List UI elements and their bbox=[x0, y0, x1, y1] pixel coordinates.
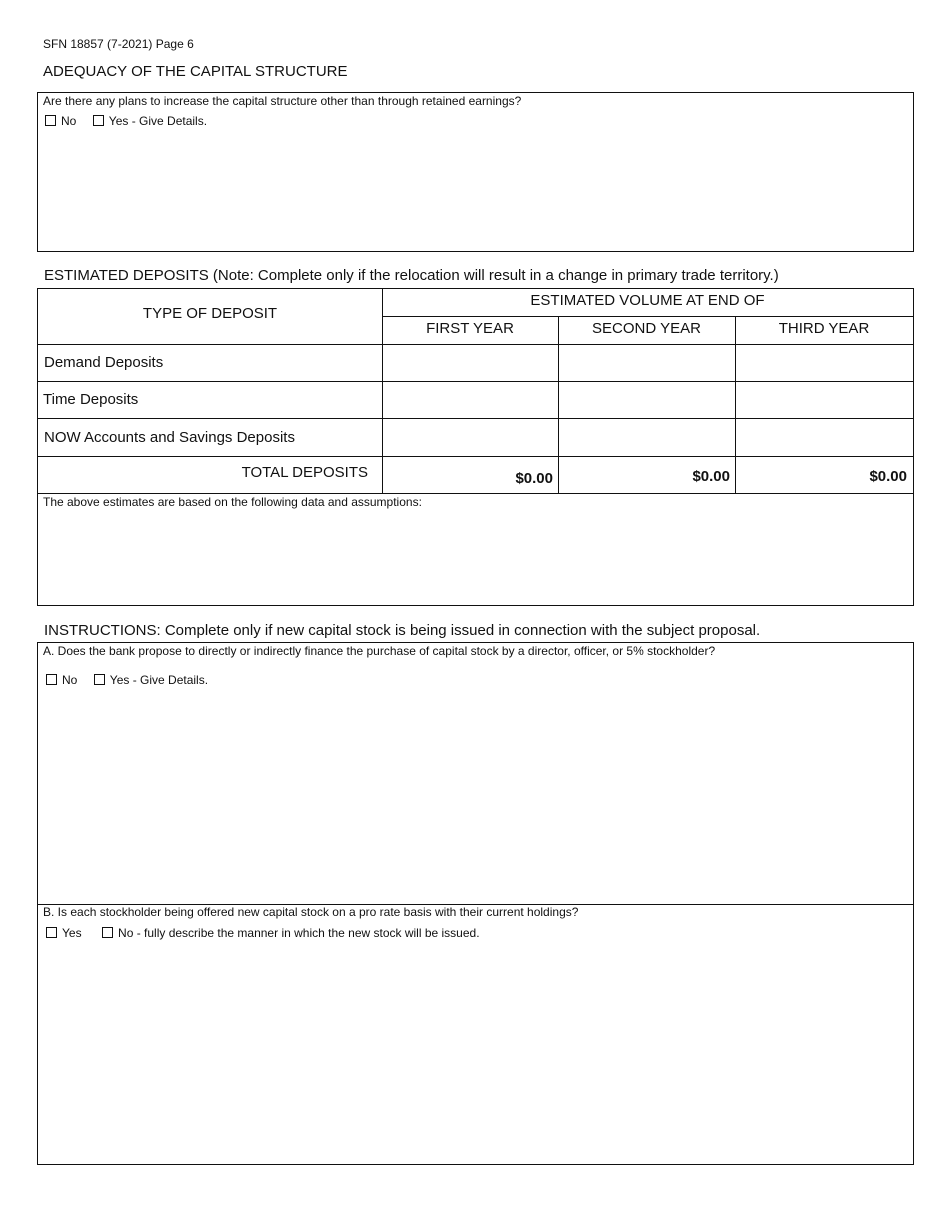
capital-yes-checkbox[interactable] bbox=[93, 115, 104, 126]
deposits-heading: ESTIMATED DEPOSITS (Note: Complete only if the relocation will result in a change in primary trade territory.) bbox=[44, 267, 779, 284]
demand-year3-input[interactable] bbox=[737, 346, 911, 379]
total-year3: $0.00 bbox=[869, 468, 907, 485]
a-no-checkbox[interactable] bbox=[46, 674, 57, 685]
capital-yes-label: Yes - Give Details. bbox=[108, 114, 208, 128]
question-a-options bbox=[46, 671, 220, 689]
capital-yes-option[interactable] bbox=[93, 114, 207, 128]
assumptions-field[interactable] bbox=[43, 513, 908, 600]
capital-details-field[interactable] bbox=[43, 131, 908, 246]
deposits-table bbox=[37, 288, 914, 606]
instructions-box bbox=[37, 642, 914, 1165]
col-year-3: THIRD YEAR bbox=[778, 320, 870, 337]
a-no-option[interactable] bbox=[46, 673, 77, 687]
now-year1-input[interactable] bbox=[384, 420, 556, 454]
a-yes-checkbox[interactable] bbox=[94, 674, 105, 685]
capital-no-checkbox[interactable] bbox=[45, 115, 56, 126]
col-group-header: ESTIMATED VOLUME AT END OF bbox=[530, 292, 765, 309]
a-yes-option[interactable] bbox=[94, 673, 208, 687]
b-yes-label: Yes bbox=[62, 926, 82, 940]
total-label: TOTAL DEPOSITS bbox=[241, 464, 368, 481]
form-id: SFN 18857 (7-2021) Page 6 bbox=[43, 37, 194, 51]
b-yes-checkbox[interactable] bbox=[46, 927, 57, 938]
row-demand-label: Demand Deposits bbox=[44, 354, 164, 371]
assumptions-label: The above estimates are based on the following data and assumptions: bbox=[43, 495, 422, 509]
question-b-details-field[interactable] bbox=[43, 943, 908, 1159]
capital-box bbox=[37, 92, 914, 252]
b-no-option[interactable] bbox=[102, 926, 480, 940]
capital-options bbox=[45, 112, 219, 130]
col-year-1: FIRST YEAR bbox=[426, 320, 514, 337]
row-now-label: NOW Accounts and Savings Deposits bbox=[44, 429, 295, 446]
question-b-options bbox=[46, 924, 492, 942]
capital-question: Are there any plans to increase the capital structure other than through retained earnings? bbox=[43, 94, 522, 108]
time-year2-input[interactable] bbox=[560, 383, 733, 416]
now-year2-input[interactable] bbox=[560, 420, 733, 454]
b-no-checkbox[interactable] bbox=[102, 927, 113, 938]
demand-year2-input[interactable] bbox=[560, 346, 733, 379]
capital-heading: ADEQUACY OF THE CAPITAL STRUCTURE bbox=[43, 63, 348, 80]
time-year3-input[interactable] bbox=[737, 383, 911, 416]
time-year1-input[interactable] bbox=[384, 383, 556, 416]
question-b: B. Is each stockholder being offered new capital stock on a pro rate basis with their current holdings? bbox=[43, 905, 579, 919]
question-a: A. Does the bank propose to directly or indirectly finance the purchase of capital stock by a director, officer, or 5% stockholder? bbox=[43, 644, 716, 658]
instructions-heading: INSTRUCTIONS: Complete only if new capital stock is being issued in connection with the subject proposal. bbox=[44, 622, 761, 639]
col-type-header: TYPE OF DEPOSIT bbox=[142, 305, 278, 322]
capital-no-option[interactable] bbox=[45, 114, 76, 128]
col-year-2: SECOND YEAR bbox=[592, 320, 701, 337]
now-year3-input[interactable] bbox=[737, 420, 911, 454]
a-yes-label: Yes - Give Details. bbox=[109, 673, 209, 687]
a-no-label: No bbox=[62, 673, 78, 687]
question-a-details-field[interactable] bbox=[43, 689, 908, 901]
total-year1: $0.00 bbox=[515, 470, 553, 487]
b-yes-option[interactable] bbox=[46, 926, 82, 940]
row-time-label: Time Deposits bbox=[43, 391, 139, 408]
capital-no-label: No bbox=[61, 114, 77, 128]
b-no-label: No - fully describe the manner in which the new stock will be issued. bbox=[118, 926, 480, 940]
total-year2: $0.00 bbox=[692, 468, 730, 485]
demand-year1-input[interactable] bbox=[384, 346, 556, 379]
